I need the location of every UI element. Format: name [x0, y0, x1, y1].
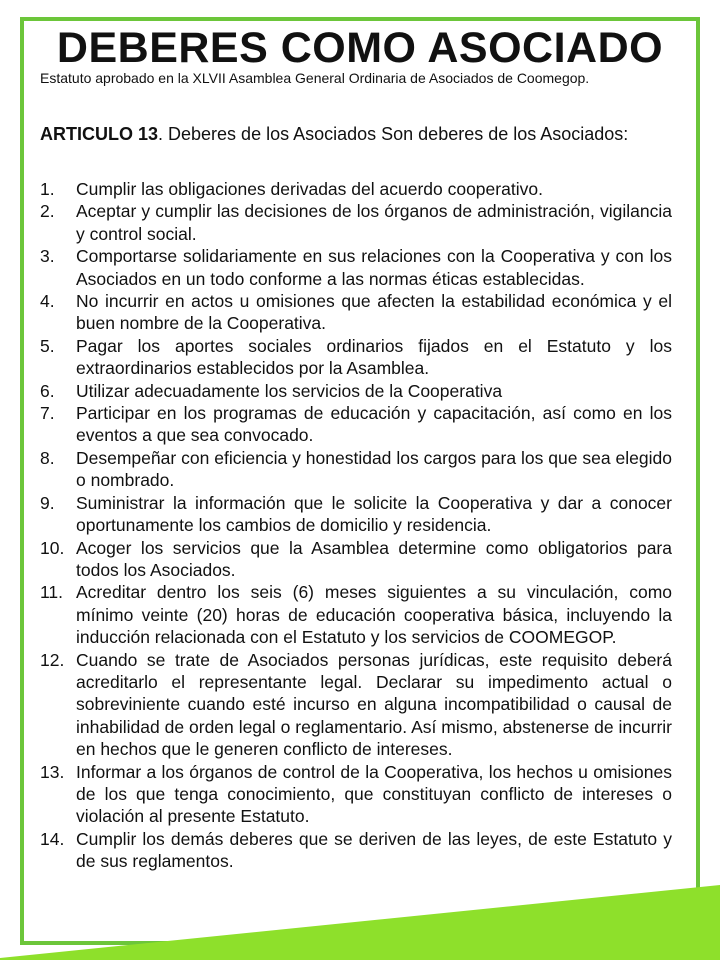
article-text: . Deberes de los Asociados Son deberes de los Asociados: — [158, 124, 629, 144]
duty-text: No incurrir en actos u omisiones que afecten la estabilidad económica y el buen nombre de la Cooperativa. — [76, 291, 672, 334]
duty-text: Participar en los programas de educación y capacitación, así como en los eventos a que sea convocado. — [76, 403, 672, 446]
duty-text: Suministrar la información que le solicite la Cooperativa y dar a conocer oportunamente los cambios de domicilio y residencia. — [76, 492, 672, 536]
statute-subtitle: Estatuto aprobado en la XLVII Asamblea General Ordinaria de Asociados de Coomegop. — [40, 70, 590, 86]
duty-item — [40, 649, 672, 761]
duties-list — [40, 178, 672, 873]
duty-item — [40, 761, 672, 828]
duty-number: 11. — [40, 582, 64, 603]
duty-item — [40, 581, 672, 648]
article-intro — [40, 124, 672, 145]
duty-item — [40, 245, 672, 290]
duty-number: 7. — [40, 403, 55, 424]
duty-text: Cumplir las obligaciones derivadas del acuerdo cooperativo. — [76, 179, 543, 199]
duty-text: Pagar los aportes sociales ordinarios fijados en el Estatuto y los extraordinarios establecidos por la Asamblea. — [76, 335, 672, 379]
duty-text: Utilizar adecuadamente los servicios de la Cooperativa — [76, 380, 503, 401]
duty-text: Desempeñar con eficiencia y honestidad los cargos para los que sea elegido o nombrado. — [76, 447, 672, 491]
duty-item — [40, 537, 672, 582]
duty-item — [40, 200, 672, 245]
duty-item — [40, 447, 672, 492]
duty-text: Cuando se trate de Asociados personas jurídicas, este requisito deberá acreditarlo el representante legal. Declarar su impedimento actual o sobreviniente cuando esté incurso en alguna incompatibilidad o causal de inhabilidad de orden legal o reglamentario. Así mismo, abstenerse de incurrir en hechos que le generen conflicto de intereses. — [76, 649, 672, 760]
duty-number: 13. — [40, 761, 65, 782]
duty-text: Cumplir los demás deberes que se deriven de las leyes, de este Estatuto y de sus reglamentos. — [76, 828, 672, 872]
duty-text: Comportarse solidariamente en sus relaciones con la Cooperativa y con los Asociados en un todo conforme a las normas éticas establecidas. — [76, 246, 672, 289]
duty-number: 14. — [40, 828, 65, 849]
duty-number: 12. — [40, 649, 65, 670]
duty-text: Acreditar dentro los seis (6) meses siguientes a su vinculación, como mínimo veinte (20) horas de educación cooperativa básica, incluyendo la inducción relacionada con el Estatuto y los servicios de COOMEGOP. — [76, 582, 672, 648]
duty-number: 10. — [40, 537, 65, 558]
duty-text: Acoger los servicios que la Asamblea determine como obligatorios para todos los Asociados. — [76, 537, 672, 580]
duty-number: 8. — [40, 447, 55, 468]
duty-number: 9. — [40, 492, 55, 513]
duty-number: 2. — [40, 201, 55, 222]
article-label: ARTICULO 13 — [40, 124, 159, 144]
duty-text: Informar a los órganos de control de la Cooperativa, los hechos u omisiones de los que tenga conocimiento, que constituyan conflicto de intereses o violación al presente Estatuto. — [76, 761, 672, 827]
duty-item — [40, 828, 672, 873]
page-title: DEBERES COMO ASOCIADO — [56, 24, 664, 72]
duty-item — [40, 290, 672, 335]
duty-item — [40, 380, 672, 402]
duty-item — [40, 178, 672, 200]
duty-number: 3. — [40, 246, 55, 267]
duty-number: 6. — [40, 380, 55, 401]
duty-item — [40, 402, 672, 447]
duty-number: 4. — [40, 291, 55, 312]
duty-item — [40, 492, 672, 537]
duty-number: 5. — [40, 335, 55, 356]
duty-number: 1. — [40, 179, 55, 199]
duty-item — [40, 335, 672, 380]
duty-text: Aceptar y cumplir las decisiones de los órganos de administración, vigilancia y control social. — [76, 201, 672, 244]
